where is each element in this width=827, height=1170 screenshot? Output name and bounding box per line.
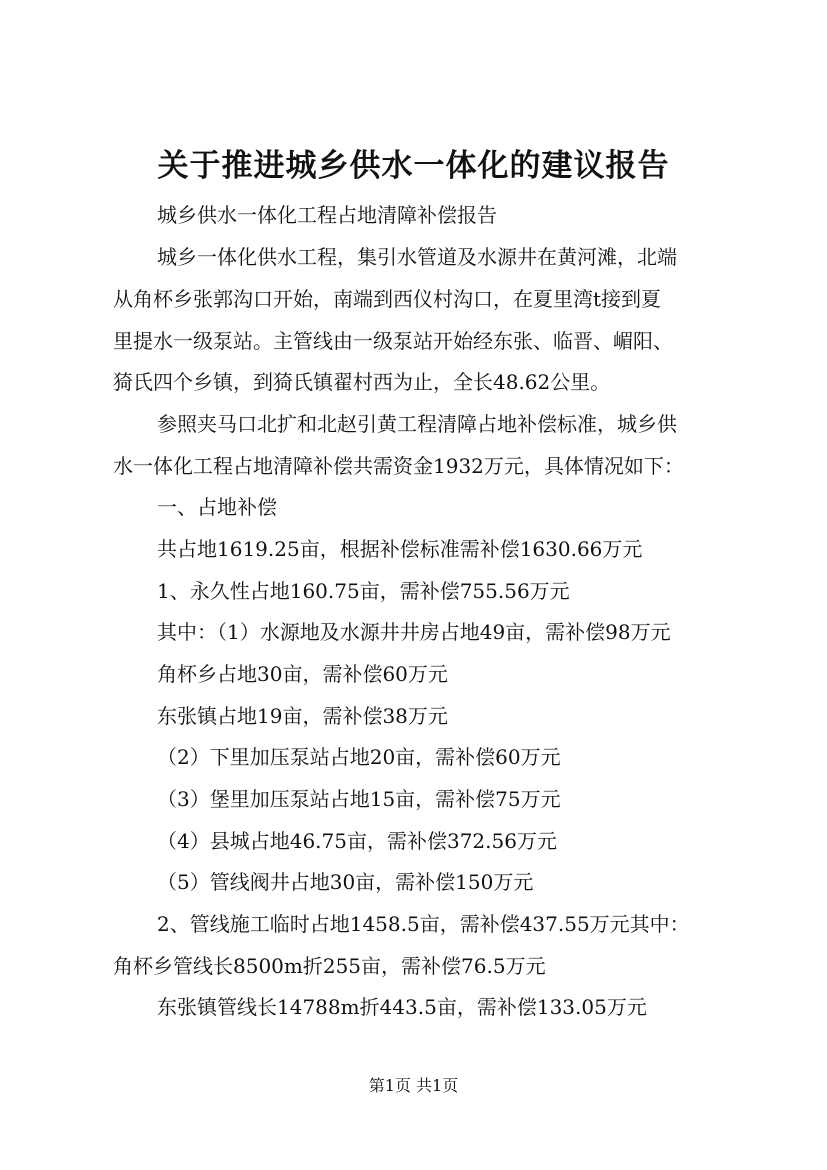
paragraph-line: 2、管线施工临时占地1458.5亩，需补偿437.55万元其中： (157, 912, 690, 936)
paragraph-line: 1、永久性占地160.75亩，需补偿755.56万元 (157, 579, 570, 603)
paragraph-line: 城乡一体化供水工程，集引水管道及水源井在黄河滩，北端 (157, 245, 677, 269)
subtitle-line: 城乡供水一体化工程占地清障补偿报告 (157, 203, 497, 227)
paragraph-line: 角杯乡管线长8500m折255亩，需补偿76.5万元 (113, 954, 546, 978)
paragraph-line: （5）管线阀井占地30亩，需补偿150万元 (157, 870, 534, 894)
paragraph-line: 东张镇管线长14788m折443.5亩，需补偿133.05万元 (157, 995, 647, 1019)
paragraph-line: 东张镇占地19亩，需补偿38万元 (157, 704, 448, 728)
section-heading: 一、占地补偿 (157, 495, 277, 519)
page-footer: 第1页 共1页 (368, 1076, 459, 1095)
paragraph-line: 从角杯乡张郭沟口开始，南端到西仪村沟口，在夏里湾t接到夏 (113, 287, 662, 311)
paragraph-line: 猗氏四个乡镇，到猗氏镇翟村西为止，全长48.62公里。 (113, 370, 611, 394)
paragraph-line: 角杯乡占地30亩，需补偿60万元 (157, 662, 448, 686)
paragraph-line: 水一体化工程占地清障补偿共需资金1932万元，具体情况如下： (113, 454, 684, 478)
paragraph-line: 参照夹马口北扩和北赵引黄工程清障占地补偿标准，城乡供 (157, 412, 677, 436)
paragraph-line: 里提水一级泵站。主管线由一级泵站开始经东张、临晋、嵋阳、 (113, 329, 673, 353)
paragraph-line: （2）下里加压泵站占地20亩，需补偿60万元 (157, 745, 561, 769)
paragraph-line: （3）堡里加压泵站占地15亩，需补偿75万元 (157, 787, 561, 811)
paragraph-line: 共占地1619.25亩，根据补偿标准需补偿1630.66万元 (157, 537, 643, 561)
document-title: 关于推进城乡供水一体化的建议报告 (157, 148, 670, 184)
paragraph-line: （4）县城占地46.75亩，需补偿372.56万元 (157, 829, 557, 853)
paragraph-line: 其中：（1）水源地及水源井井房占地49亩，需补偿98万元 (157, 620, 671, 644)
